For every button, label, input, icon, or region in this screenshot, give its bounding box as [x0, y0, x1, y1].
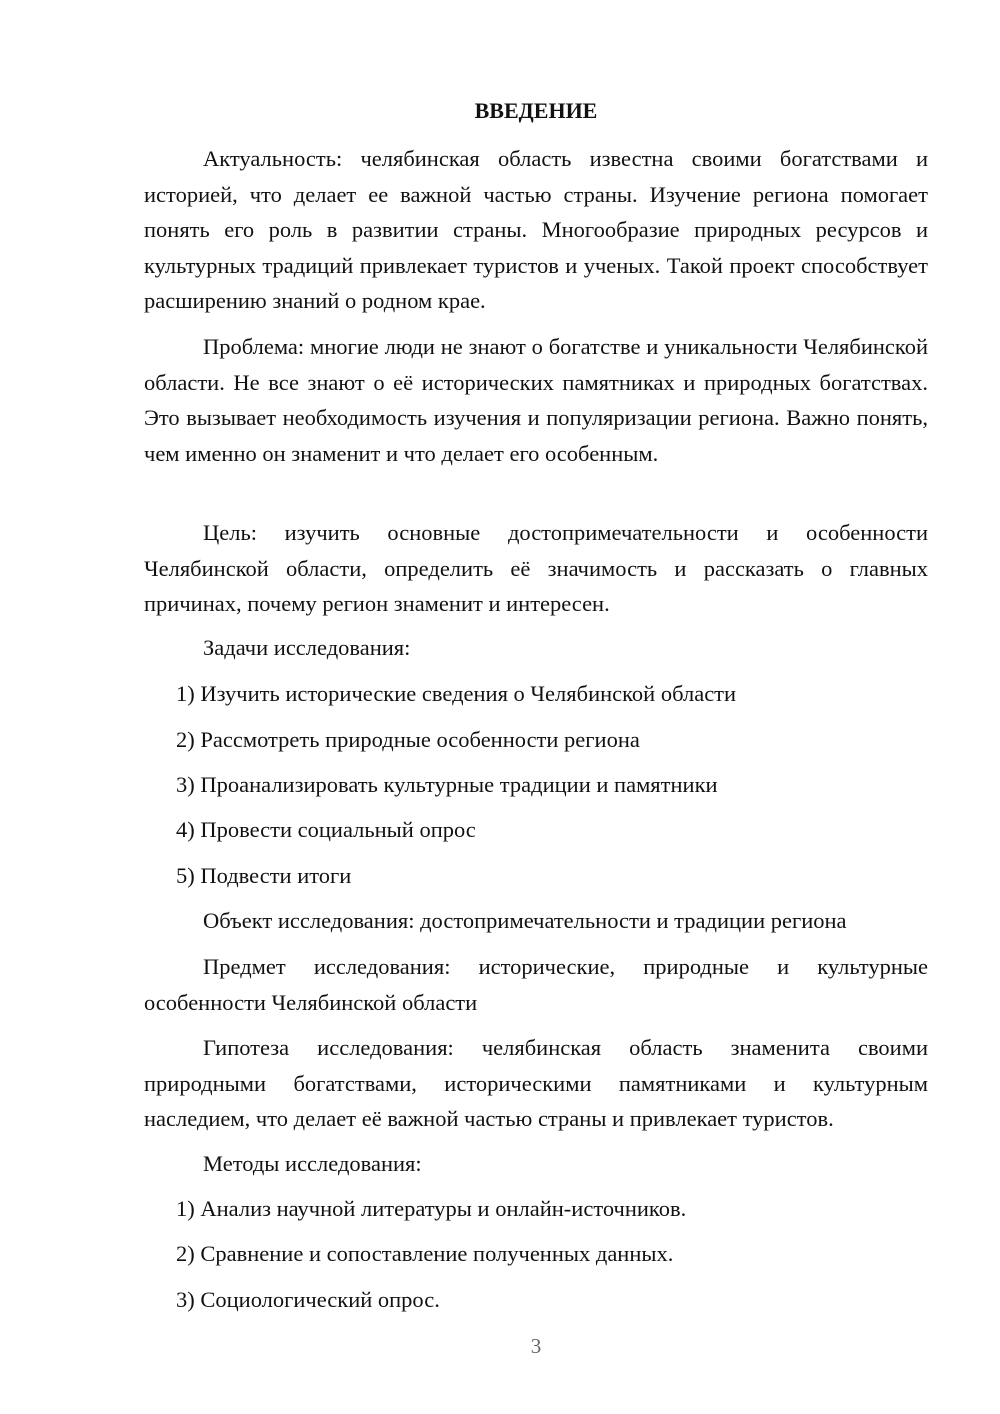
task-item: 3) Проанализировать культурные традиции и памятники: [176, 772, 718, 797]
task-item: 5) Подвести итоги: [176, 863, 352, 888]
tasks-heading: Задачи исследования:: [203, 635, 411, 660]
problem-paragraph: Проблема: многие люди не знают о богатстве и уникальности Челябинской области. Не все знают о её исторических памятниках и природных богатствах. Это вызывает необходимость изучения и популяризации региона. Важно понять, чем именно он знаменит и что делает его особенным.: [144, 334, 928, 466]
method-item: 2) Сравнение и сопоставление полученных данных.: [176, 1241, 674, 1266]
task-item: 2) Рассмотреть природные особенности региона: [176, 727, 640, 752]
task-item: 1) Изучить исторические сведения о Челябинской области: [176, 681, 737, 706]
task-item: 4) Провести социальный опрос: [176, 817, 476, 842]
document-page: [144, 0, 928, 1414]
method-item: 1) Анализ научной литературы и онлайн-источников.: [176, 1196, 687, 1221]
goal-paragraph: Цель: изучить основные достопримечательности и особенности Челябинской области, определить её значимость и рассказать о главных причинах, почему регион знаменит и интересен.: [144, 520, 928, 616]
object-paragraph: Объект исследования: достопримечательности и традиции региона: [203, 908, 847, 933]
section-title: ВВЕДЕНИЕ: [474, 98, 598, 123]
relevance-paragraph: Актуальность: челябинская область известна своими богатствами и историей, что делает ее важной частью страны. Изучение региона помогает понять его роль в развитии страны. Многообразие природных ресурсов и культурных традиций привлекает туристов и ученых. Такой проект способствует расширению знаний о родном крае.: [144, 146, 928, 313]
subject-paragraph: Предмет исследования: исторические, природные и культурные особенности Челябинской области: [144, 954, 928, 1015]
hypothesis-paragraph: Гипотеза исследования: челябинская область знаменита своими природными богатствами, историческими памятниками и культурным наследием, что делает её важной частью страны и привлекает туристов.: [144, 1035, 928, 1131]
page-number: 3: [530, 1334, 542, 1358]
methods-heading: Методы исследования:: [203, 1151, 422, 1176]
method-item: 3) Социологический опрос.: [176, 1287, 440, 1312]
